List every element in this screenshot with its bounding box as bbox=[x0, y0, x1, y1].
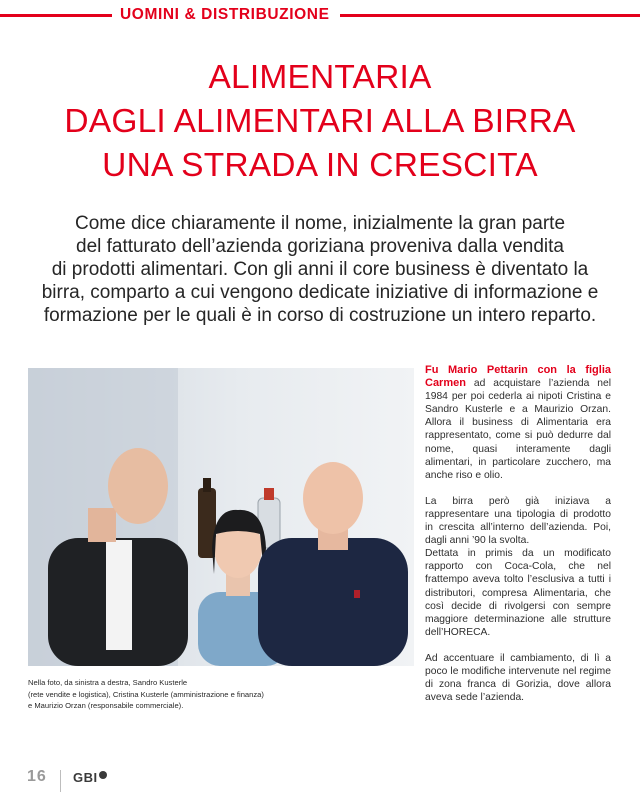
publication-logo bbox=[73, 770, 107, 785]
lead-line-1: Come dice chiaramente il nome, inizialmente la gran parte bbox=[74, 213, 566, 234]
section-label: UOMINI & DISTRIBUZIONE bbox=[120, 6, 330, 23]
article-body bbox=[425, 364, 611, 717]
body-paragraph-4: Ad accentuare il cambiamento, di lì a poco le modifiche intervenute nel regime di zona franca di Gorizia, dove allora aveva sede l’azienda. bbox=[425, 652, 611, 704]
logo-dot-icon bbox=[99, 771, 107, 779]
photo-caption bbox=[28, 677, 328, 712]
body-lead-in: Fu Mario Pettarin con la figlia Carmen bbox=[425, 364, 611, 390]
body-paragraph-1-text: ad acquistare l’azienda nel 1984 per poi cederla ai nipoti Cristina e Sandro Kusterle e a Maurizio Orzan. Allora il business di Alimentaria era rappresentato, come si può dedurre dal nome, quasi interamente dagli alimentari, in particolare zucchero, ma anche riso e olio. bbox=[425, 378, 611, 481]
lead-line-5: formazione per le quali è in corso di costruzione un intero reparto. bbox=[43, 305, 597, 326]
logo-text: GBI bbox=[73, 770, 98, 785]
caption-line-3: e Maurizio Orzan (responsabile commerciale). bbox=[28, 701, 184, 710]
page-number: 16 bbox=[27, 768, 47, 785]
headline-line-2: DAGLI ALIMENTARI ALLA BIRRA bbox=[64, 103, 576, 140]
team-photo bbox=[28, 368, 414, 666]
lead-line-4: birra, comparto a cui vengono dedicate iniziative di informazione e bbox=[41, 282, 599, 303]
headline-line-1: ALIMENTARIA bbox=[208, 59, 432, 96]
footer-divider bbox=[60, 770, 61, 792]
caption-line-2: (rete vendite e logistica), Cristina Kusterle (amministrazione e finanza) bbox=[28, 689, 264, 699]
lead-line-2: del fatturato dell’azienda goriziana proveniva dalla vendita bbox=[76, 236, 564, 257]
body-paragraph-2: La birra però già iniziava a rappresentare una tipologia di prodotto in crescita all’interno dell’azienda. Poi, dagli anni ’90 la svolta. bbox=[425, 495, 611, 547]
headline-line-3: UNA STRADA IN CRESCITA bbox=[102, 147, 538, 184]
lead-line-3: di prodotti alimentari. Con gli anni il core business è diventato la bbox=[51, 259, 589, 280]
body-paragraph-3: Dettata in primis da un modificato rapporto con Coca-Cola, che nel frattempo aveva tolto l’esclusiva a tutti i distributori, compresa Alimentaria, che così decide di rivolgersi con sempre maggiore determinazione alle strutture dell’HORECA. bbox=[425, 548, 611, 638]
lead-paragraph bbox=[20, 212, 620, 327]
section-header bbox=[0, 0, 640, 30]
body-paragraph-1 bbox=[425, 364, 611, 482]
team-photo-illustration bbox=[28, 368, 414, 666]
headline bbox=[0, 56, 640, 188]
page-footer bbox=[0, 764, 640, 800]
section-label-box bbox=[112, 2, 340, 28]
caption-line-1: Nella foto, da sinistra a destra, Sandro Kusterle bbox=[28, 678, 188, 687]
